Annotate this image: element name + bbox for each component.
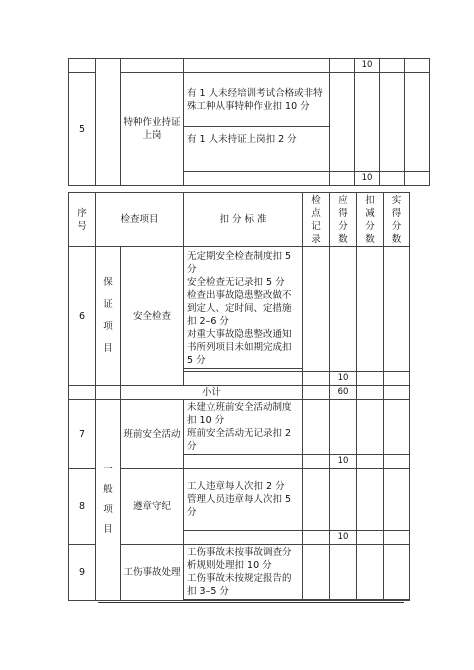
rule-line: 班前安全活动无记录扣 2 分 <box>187 428 292 452</box>
group-cell-continued <box>96 59 121 186</box>
deduction-rules <box>184 247 303 369</box>
score-cell: 10 <box>355 172 380 186</box>
rule-line: 安全检查无记录扣 5 分 <box>187 277 285 288</box>
deduction-rule: 有 1 人未经培训考试合格或非特殊工种从事特种作业扣 10 分 <box>184 73 330 127</box>
cell-blank <box>357 400 384 455</box>
row-number: 9 <box>69 545 96 601</box>
cell-blank <box>303 545 330 600</box>
cell-blank <box>357 455 384 469</box>
row-number: 5 <box>69 73 96 186</box>
cell-blank <box>303 386 330 400</box>
rule-line: 工伤事故未按规定报告的扣 3–5 分 <box>187 573 292 597</box>
rule-line: 管理人员违章每人次扣 5 分 <box>187 494 292 518</box>
check-item: 安全检查 <box>121 247 184 386</box>
check-item: 特种作业持证上岗 <box>121 73 184 186</box>
subtotal-label: 小计 <box>121 386 303 400</box>
cell-blank <box>405 172 430 186</box>
cell-blank <box>184 372 303 386</box>
cell-blank <box>303 372 330 386</box>
inspection-table-continued <box>68 58 430 186</box>
cell-blank <box>380 59 405 73</box>
cell-blank <box>384 545 410 600</box>
group-guarantee-items: 保 证 项 目 <box>96 247 121 386</box>
cell-blank <box>357 531 384 545</box>
row-number: 7 <box>69 400 96 469</box>
header-deduction-rules: 扣 分 标 准 <box>184 193 303 247</box>
cell-blank <box>380 73 405 172</box>
cell-blank <box>303 247 330 372</box>
footer-divider <box>98 602 404 603</box>
score-cell: 10 <box>330 531 357 545</box>
check-item: 工伤事故处理 <box>121 545 184 601</box>
header-number: 序 号 <box>69 193 96 247</box>
cell-blank <box>330 600 357 601</box>
header-actual-score: 实 得 分 数 <box>384 193 410 247</box>
deduction-rule: 有 1 人未持证上岗扣 2 分 <box>184 127 330 172</box>
row-number: 8 <box>69 469 96 545</box>
score-cell: 10 <box>355 59 380 73</box>
cell-blank <box>330 73 355 172</box>
cell-blank <box>330 545 357 600</box>
header-check-record: 检 点 记 录 <box>303 193 330 247</box>
cell-blank <box>303 455 330 469</box>
cell-blank <box>184 600 303 601</box>
cell-blank <box>384 600 410 601</box>
cell-blank <box>69 59 96 73</box>
rule-line: 未建立班前安全活动制度扣 10 分 <box>187 402 292 426</box>
cell-blank <box>357 372 384 386</box>
check-item: 班前安全活动 <box>121 400 184 469</box>
cell-blank <box>380 172 405 186</box>
cell-blank <box>330 469 357 531</box>
cell-blank <box>121 59 184 73</box>
deduction-rules <box>184 545 303 600</box>
subtotal-score: 60 <box>330 386 357 400</box>
rule-line: 检查出事故隐患整改做不到定人、定时间、定措施扣 2–6 分 <box>187 290 292 327</box>
cell-blank <box>384 372 410 386</box>
cell-blank <box>357 600 384 601</box>
cell-blank <box>303 400 330 455</box>
cell-blank <box>355 73 380 172</box>
cell-blank <box>405 59 430 73</box>
cell-blank <box>384 531 410 545</box>
cell-blank <box>303 600 330 601</box>
cell-blank <box>357 469 384 531</box>
cell-blank <box>357 545 384 600</box>
cell-blank <box>184 455 303 469</box>
check-item: 遵章守纪 <box>121 469 184 545</box>
cell-blank <box>184 59 330 73</box>
row-number: 6 <box>69 247 96 386</box>
cell-blank <box>330 172 355 186</box>
rule-line: 对重大事故隐患整改通知书所列项目未如期完成扣 5 分 <box>187 329 292 366</box>
cell-blank <box>69 386 96 400</box>
cell-blank <box>405 73 430 172</box>
cell-blank <box>96 386 121 400</box>
cell-blank <box>330 247 357 372</box>
deduction-rules <box>184 400 303 455</box>
cell-blank <box>330 400 357 455</box>
cell-blank <box>303 531 330 545</box>
header-deduct-score: 扣 减 分 数 <box>357 193 384 247</box>
header-due-score: 应 得 分 数 <box>330 193 357 247</box>
score-cell: 10 <box>330 372 357 386</box>
cell-blank <box>384 386 410 400</box>
score-cell: 10 <box>330 455 357 469</box>
rule-line: 工伤事故未按事故调查分析规则处理扣 10 分 <box>187 547 292 571</box>
cell-blank <box>384 469 410 531</box>
cell-blank <box>184 531 303 545</box>
cell-blank <box>384 247 410 372</box>
deduction-rules <box>184 469 303 531</box>
header-check-item: 检查项目 <box>96 193 184 247</box>
rule-line: 工人违章每人次扣 2 分 <box>187 481 285 492</box>
cell-blank <box>384 455 410 469</box>
cell-blank <box>357 247 384 372</box>
cell-blank <box>357 386 384 400</box>
rule-line: 无定期安全检查制度扣 5 分 <box>187 251 292 275</box>
cell-blank <box>330 59 355 73</box>
cell-blank <box>384 400 410 455</box>
group-general-items: 一 般 项 目 <box>96 400 121 601</box>
inspection-table <box>68 192 410 601</box>
cell-blank <box>184 172 330 186</box>
cell-blank <box>303 469 330 531</box>
